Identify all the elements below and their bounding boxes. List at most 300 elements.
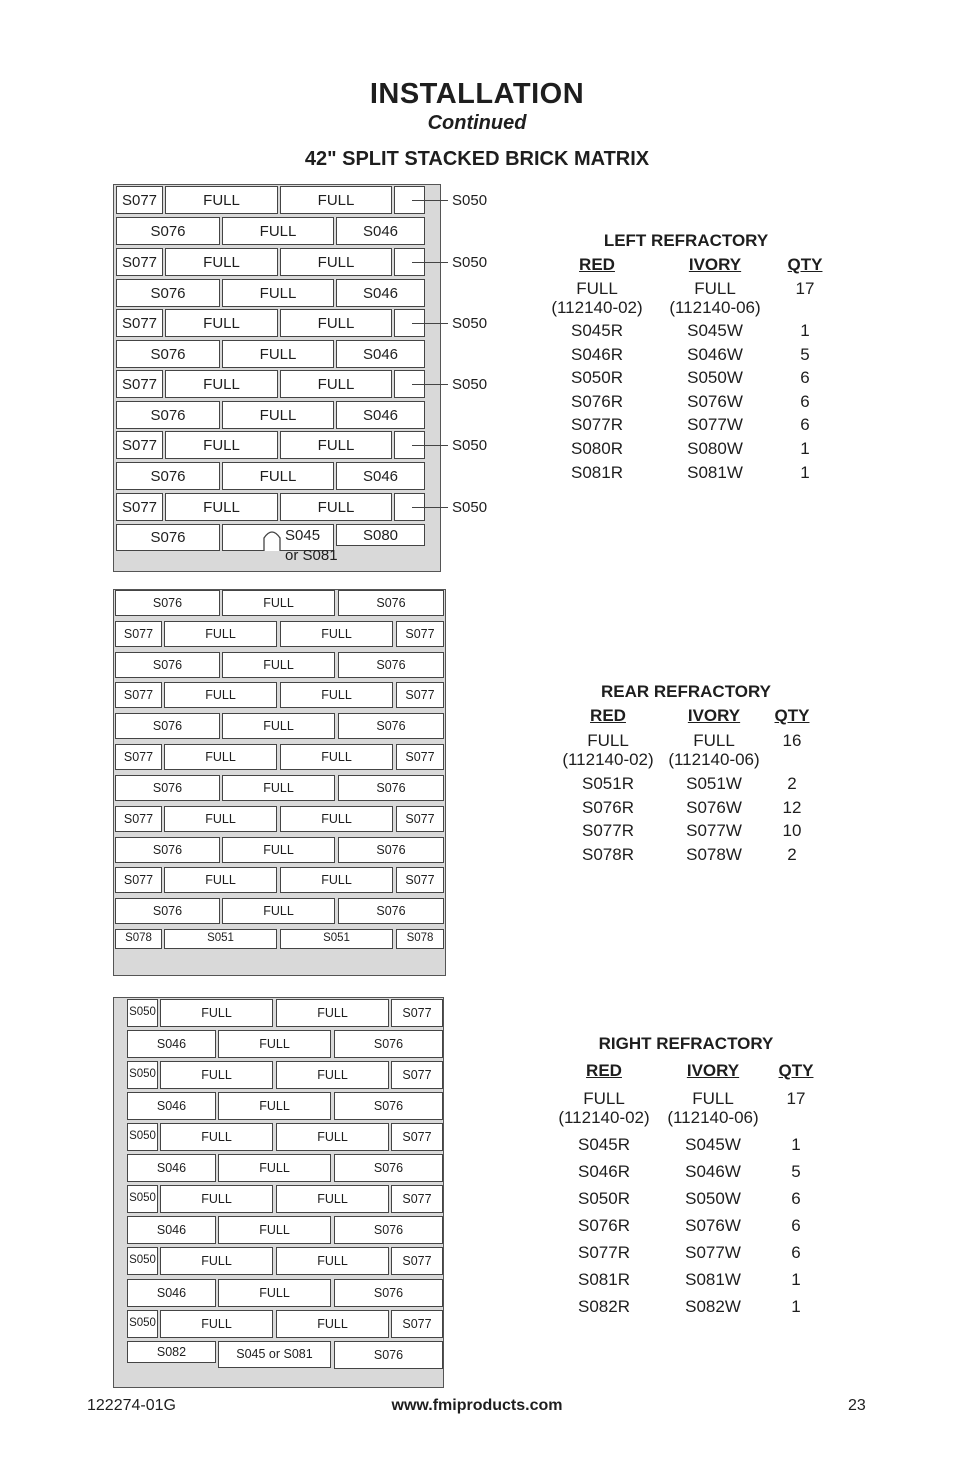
brick-full	[276, 1310, 389, 1338]
brick-full	[222, 401, 334, 429]
brick-label: S076	[373, 1222, 404, 1237]
brick-s076	[334, 1154, 443, 1182]
brick-label: FULL	[259, 284, 297, 302]
right-table-cell: S076W	[685, 1216, 741, 1235]
brick-label: S082	[156, 1344, 187, 1359]
brick-label: S076	[152, 595, 183, 610]
left-table-cell: 6	[800, 415, 810, 435]
brick-s076	[338, 837, 444, 863]
brick-label: FULL	[201, 1129, 232, 1144]
brick-label: S076	[152, 718, 183, 733]
left-table-cell: 1	[800, 321, 810, 340]
left-table-cell: S077R	[571, 415, 623, 435]
brick-label: FULL	[259, 1036, 290, 1051]
brick-label: S076	[373, 1347, 404, 1362]
brick-full	[165, 248, 278, 276]
brick-s077	[116, 309, 163, 337]
brick-s076	[116, 279, 220, 307]
brick-label: FULL	[259, 1285, 290, 1300]
brick-label: S077	[405, 811, 435, 826]
left-table-cell: S050W	[687, 368, 743, 388]
rear-table-header-ivory: IVORY	[687, 706, 741, 725]
brick-s076	[334, 1279, 443, 1307]
brick-s076	[116, 462, 220, 490]
brick-s076	[338, 775, 444, 801]
left-table-cell: 1	[800, 462, 810, 482]
label-s045: S045	[285, 527, 321, 544]
brick-full	[222, 713, 335, 739]
brick-label: FULL	[317, 1005, 348, 1020]
brick-full	[276, 1123, 389, 1151]
brick-label: S076	[376, 718, 406, 733]
brick-s076	[338, 898, 444, 924]
brick-label: S046	[156, 1222, 187, 1237]
brick-s076	[115, 713, 220, 739]
brick-label: S076	[152, 903, 183, 918]
brick-label: FULL	[203, 436, 240, 454]
brick-full	[280, 682, 393, 708]
brick-label: S077	[123, 687, 154, 702]
brick-s077	[115, 682, 162, 708]
brick-label: FULL	[317, 1316, 348, 1331]
brick-full	[165, 431, 278, 459]
brick-label: S076	[150, 345, 186, 363]
brick-s076	[115, 652, 220, 678]
brick-s077	[116, 370, 163, 398]
brick-label: S077	[121, 314, 158, 332]
brick-full	[164, 682, 277, 708]
brick-full	[276, 1247, 389, 1275]
brick-full	[280, 309, 392, 337]
brick-label: FULL	[259, 345, 297, 363]
brick-s046	[336, 401, 425, 429]
brick-full	[222, 279, 334, 307]
page-title: INSTALLATION	[369, 78, 585, 110]
brick-s077	[396, 621, 444, 647]
brick-s046	[336, 217, 425, 245]
brick-label: S076	[152, 842, 183, 857]
brick-full	[280, 744, 393, 770]
page-subtitle: Continued	[427, 112, 527, 134]
brick-label: FULL	[321, 872, 352, 887]
brick-label: S046	[156, 1285, 187, 1300]
brick-label: S077	[402, 1005, 432, 1020]
left-table-cell: FULL (112140-06)	[669, 279, 761, 317]
brick-s046	[127, 1216, 216, 1244]
brick-label: FULL	[263, 595, 294, 610]
brick-label: S078	[406, 932, 434, 944]
brick-full	[165, 186, 278, 214]
rear-table-cell: S051W	[686, 774, 742, 793]
brick-s076	[334, 1341, 443, 1369]
left-table-cell: S080W	[687, 439, 743, 458]
brick-s076	[115, 775, 220, 801]
brick-full	[218, 1092, 331, 1120]
brick-label: S076	[150, 222, 186, 240]
brick-label: FULL	[201, 1316, 232, 1331]
brick-full	[164, 621, 277, 647]
callout-s050: S050	[452, 192, 488, 209]
brick-label: S045 or S081	[236, 1347, 313, 1361]
brick-label: FULL	[259, 222, 297, 240]
right-table-cell: S046R	[578, 1162, 630, 1181]
brick-label: FULL	[203, 498, 240, 516]
brick-label: S077	[121, 375, 158, 393]
left-table-cell: S081R	[571, 462, 623, 482]
right-table-cell: FULL (112140-02)	[558, 1089, 650, 1127]
brick-full	[165, 309, 278, 337]
brick-label: S077	[402, 1067, 432, 1082]
brick-full	[218, 1030, 331, 1058]
brick-s077	[396, 744, 444, 770]
brick-s077	[116, 248, 163, 276]
rear-table-title: REAR REFRACTORY	[600, 682, 771, 701]
brick-s050	[127, 1185, 158, 1213]
brick-s082	[127, 1341, 216, 1363]
brick-full	[164, 806, 277, 832]
page-number: 23	[848, 1397, 866, 1414]
callout-s050: S050	[452, 376, 488, 393]
brick-label: S076	[150, 467, 186, 485]
left-table-cell: S045W	[687, 321, 743, 340]
brick-label: FULL	[317, 1129, 348, 1144]
brick-label: S076	[152, 657, 183, 672]
brick-s050	[127, 1247, 158, 1275]
brick-label: S077	[405, 687, 435, 702]
website-link[interactable]: www.fmiproducts.com	[391, 1397, 563, 1414]
brick-full	[222, 590, 335, 616]
callout-leader	[412, 507, 448, 508]
brick-label: S050	[129, 1006, 156, 1018]
brick-label: S076	[376, 903, 406, 918]
brick-label: S050	[129, 1192, 156, 1204]
brick-s076	[338, 590, 444, 616]
brick-label: S046	[362, 284, 399, 302]
brick-label: S076	[376, 657, 406, 672]
brick-label: FULL	[259, 1098, 290, 1113]
left-table-cell: 5	[800, 344, 810, 364]
brick-label: S077	[123, 811, 154, 826]
brick-label: S076	[150, 406, 186, 424]
brick-label: FULL	[263, 842, 294, 857]
brick-s076	[116, 401, 220, 429]
brick-label: FULL	[317, 1253, 348, 1268]
brick-s076	[334, 1092, 443, 1120]
rear-table-cell: S077R	[582, 821, 634, 841]
right-table-cell: 6	[791, 1216, 801, 1235]
brick-label: FULL	[317, 375, 355, 393]
brick-s046	[127, 1030, 216, 1058]
brick-s077	[116, 431, 163, 459]
brick-label: S076	[376, 842, 406, 857]
callout-s050: S050	[452, 254, 488, 271]
brick-label: S077	[123, 872, 154, 887]
brick-full	[160, 999, 273, 1027]
rear-table-cell: S076R	[582, 797, 634, 817]
left-table-cell: 1	[800, 439, 810, 458]
brick-label: FULL	[317, 436, 355, 454]
rear-table-cell: FULL (112140-02)	[562, 731, 654, 769]
right-table-cell: S045R	[578, 1135, 630, 1154]
brick-label: S076	[373, 1098, 404, 1113]
right-table-header-ivory: IVORY	[686, 1061, 740, 1080]
brick-full	[280, 806, 393, 832]
rear-table-cell: 2	[787, 844, 797, 864]
rear-table-header-red: RED	[590, 706, 626, 725]
brick-label: S051	[207, 932, 234, 944]
right-table-cell: 5	[791, 1162, 801, 1181]
left-table-cell: 6	[800, 368, 810, 388]
rear-table-cell: S077W	[686, 821, 742, 841]
brick-label: S077	[405, 872, 435, 887]
brick-s080	[336, 524, 425, 546]
brick-label: FULL	[201, 1067, 232, 1082]
brick-s046	[127, 1154, 216, 1182]
brick-s046	[127, 1279, 216, 1307]
left-table-cell: 17	[795, 279, 815, 298]
brick-label: S077	[405, 749, 435, 764]
brick-s046	[336, 279, 425, 307]
callout-s050: S050	[452, 437, 488, 454]
right-table-cell: S046W	[685, 1162, 741, 1181]
brick-label: S077	[402, 1253, 432, 1268]
brick-label: S051	[323, 932, 350, 944]
brick-full	[164, 744, 277, 770]
brick-full	[160, 1123, 273, 1151]
right-table-cell: 6	[791, 1243, 801, 1262]
brick-label: FULL	[317, 1191, 348, 1206]
right-table-header-qty: QTY	[778, 1061, 814, 1080]
left-table-cell: S080R	[571, 439, 623, 458]
brick-s077	[115, 867, 162, 893]
brick-label: FULL	[205, 626, 236, 641]
brick-s077	[391, 1123, 443, 1151]
brick-full	[222, 775, 335, 801]
left-table-cell: S076W	[687, 391, 743, 411]
section-heading: 42" SPLIT STACKED BRICK MATRIX	[304, 148, 650, 170]
brick-label: FULL	[317, 1067, 348, 1082]
left-table-header-ivory: IVORY	[688, 255, 742, 274]
brick-label: S076	[152, 780, 183, 795]
brick-label: S077	[402, 1129, 432, 1144]
brick-label: FULL	[317, 191, 355, 209]
brick-s077	[396, 806, 444, 832]
brick-full	[165, 493, 278, 521]
brick-s046	[336, 340, 425, 368]
right-table-cell: S050W	[685, 1189, 741, 1208]
brick-label: S077	[402, 1316, 432, 1331]
right-table-header-red: RED	[586, 1061, 622, 1080]
brick-label: FULL	[321, 687, 352, 702]
brick-label: S077	[121, 253, 158, 271]
brick-full	[218, 1216, 331, 1244]
right-table-cell: S076R	[578, 1216, 630, 1235]
brick-label: S076	[150, 529, 186, 546]
left-table-cell: FULL (112140-02)	[551, 279, 643, 317]
brick-full	[276, 999, 389, 1027]
rear-table-cell: S076W	[686, 797, 742, 817]
brick-label: FULL	[205, 687, 236, 702]
callout-leader	[412, 445, 448, 446]
brick-full	[280, 431, 392, 459]
brick-s078	[115, 929, 162, 949]
right-table-cell: S077R	[578, 1243, 630, 1262]
brick-label: FULL	[259, 406, 297, 424]
left-table-header-red: RED	[579, 255, 615, 274]
brick-full	[276, 1061, 389, 1089]
brick-s051	[164, 929, 277, 949]
brick-s076	[334, 1030, 443, 1058]
brick-label: FULL	[321, 811, 352, 826]
brick-full	[160, 1310, 273, 1338]
right-table-cell: S077W	[685, 1243, 741, 1262]
left-table-header-qty: QTY	[787, 255, 823, 274]
brick-label: S050	[129, 1068, 156, 1080]
part-number: 122274-01G	[87, 1397, 176, 1414]
brick-full	[222, 837, 335, 863]
brick-label: S077	[123, 626, 154, 641]
rear-table-cell: S051R	[582, 774, 634, 793]
right-table-cell: 1	[791, 1297, 801, 1316]
brick-full	[218, 1279, 331, 1307]
brick-full	[280, 493, 392, 521]
brick-label: FULL	[203, 253, 240, 271]
brick-label: FULL	[205, 811, 236, 826]
brick-s078	[396, 929, 444, 949]
brick-s045-or-s081	[218, 1341, 331, 1368]
right-table-cell: FULL (112140-06)	[667, 1089, 759, 1127]
rear-table-header-qty: QTY	[774, 706, 810, 725]
brick-label: FULL	[203, 375, 240, 393]
brick-label: S076	[373, 1285, 404, 1300]
brick-full	[280, 867, 393, 893]
brick-label: S046	[156, 1160, 187, 1175]
brick-label: FULL	[201, 1253, 232, 1268]
brick-label: S076	[376, 780, 406, 795]
callout-leader	[412, 200, 448, 201]
brick-label: S050	[129, 1130, 156, 1142]
brick-s046	[336, 462, 425, 490]
brick-s076	[116, 340, 220, 368]
brick-full	[222, 340, 334, 368]
brick-s077	[115, 744, 162, 770]
brick-label: FULL	[263, 718, 294, 733]
brick-label: S050	[129, 1317, 156, 1329]
brick-label: FULL	[203, 314, 240, 332]
brick-label: FULL	[205, 749, 236, 764]
brick-s046	[127, 1092, 216, 1120]
brick-label: S046	[362, 222, 399, 240]
brick-label: S046	[362, 406, 399, 424]
right-table-cell: S081W	[685, 1270, 741, 1289]
callout-s050: S050	[452, 499, 488, 516]
brick-label: S046	[156, 1098, 187, 1113]
brick-label: FULL	[259, 1222, 290, 1237]
brick-full	[222, 898, 335, 924]
brick-label: FULL	[205, 872, 236, 887]
right-table-cell: 17	[786, 1089, 806, 1108]
brick-full	[280, 186, 392, 214]
brick-s076	[334, 1216, 443, 1244]
brick-label: S046	[362, 345, 399, 363]
brick-label: S077	[121, 436, 158, 454]
brick-s050	[127, 1310, 158, 1338]
brick-s077	[391, 1185, 443, 1213]
right-table-cell: 1	[791, 1270, 801, 1289]
brick-s077	[391, 1247, 443, 1275]
brick-full	[222, 462, 334, 490]
right-table-cell: S045W	[685, 1135, 741, 1154]
brick-label: FULL	[203, 191, 240, 209]
brick-label: FULL	[321, 626, 352, 641]
rear-table-cell: 12	[782, 797, 802, 817]
brick-label: S077	[405, 626, 435, 641]
callout-s050: S050	[452, 315, 488, 332]
brick-full	[218, 1154, 331, 1182]
brick-label: S076	[373, 1160, 404, 1175]
callout-leader	[412, 262, 448, 263]
rear-table-cell: S078W	[686, 844, 742, 864]
brick-full	[222, 652, 335, 678]
brick-full	[165, 370, 278, 398]
right-table-cell: S082R	[578, 1297, 630, 1316]
right-table-cell: 6	[791, 1189, 801, 1208]
rear-table-cell: FULL (112140-06)	[668, 731, 760, 769]
brick-label: FULL	[263, 780, 294, 795]
brick-label: S077	[123, 749, 154, 764]
brick-full	[222, 217, 334, 245]
brick-label: FULL	[201, 1005, 232, 1020]
rear-table-cell: S078R	[582, 844, 634, 864]
brick-s077	[396, 867, 444, 893]
brick-s050	[127, 999, 158, 1027]
brick-label: S078	[125, 932, 152, 944]
left-table-cell: S046R	[571, 344, 623, 364]
left-table-cell: 6	[800, 391, 810, 411]
brick-full	[280, 621, 393, 647]
brick-label: FULL	[263, 903, 294, 918]
brick-s077	[391, 1061, 443, 1089]
brick-label: S076	[376, 595, 406, 610]
left-table-title: LEFT REFRACTORY	[603, 231, 769, 250]
brick-s076	[115, 837, 220, 863]
brick-label: S077	[402, 1191, 432, 1206]
brick-full	[164, 867, 277, 893]
brick-full	[160, 1061, 273, 1089]
left-table-cell: S077W	[687, 415, 743, 435]
brick-label: S080	[362, 526, 399, 544]
brick-label: S077	[121, 191, 158, 209]
right-table-cell: S050R	[578, 1189, 630, 1208]
brick-s077	[391, 999, 443, 1027]
brick-s077	[391, 1310, 443, 1338]
brick-s077	[116, 186, 163, 214]
brick-s077	[115, 806, 162, 832]
brick-s050	[127, 1061, 158, 1089]
label-or-s081: or S081	[285, 547, 338, 564]
rear-table-cell: 2	[787, 774, 797, 793]
brick-label: S076	[373, 1036, 404, 1051]
brick-s076	[115, 590, 220, 616]
right-table-cell: S082W	[685, 1297, 741, 1316]
brick-s077	[115, 621, 162, 647]
brick-label: FULL	[317, 314, 355, 332]
brick-s076	[115, 898, 220, 924]
brick-s076	[116, 524, 220, 551]
brick-s050	[127, 1123, 158, 1151]
brick-label: FULL	[201, 1191, 232, 1206]
brick-full	[160, 1185, 273, 1213]
